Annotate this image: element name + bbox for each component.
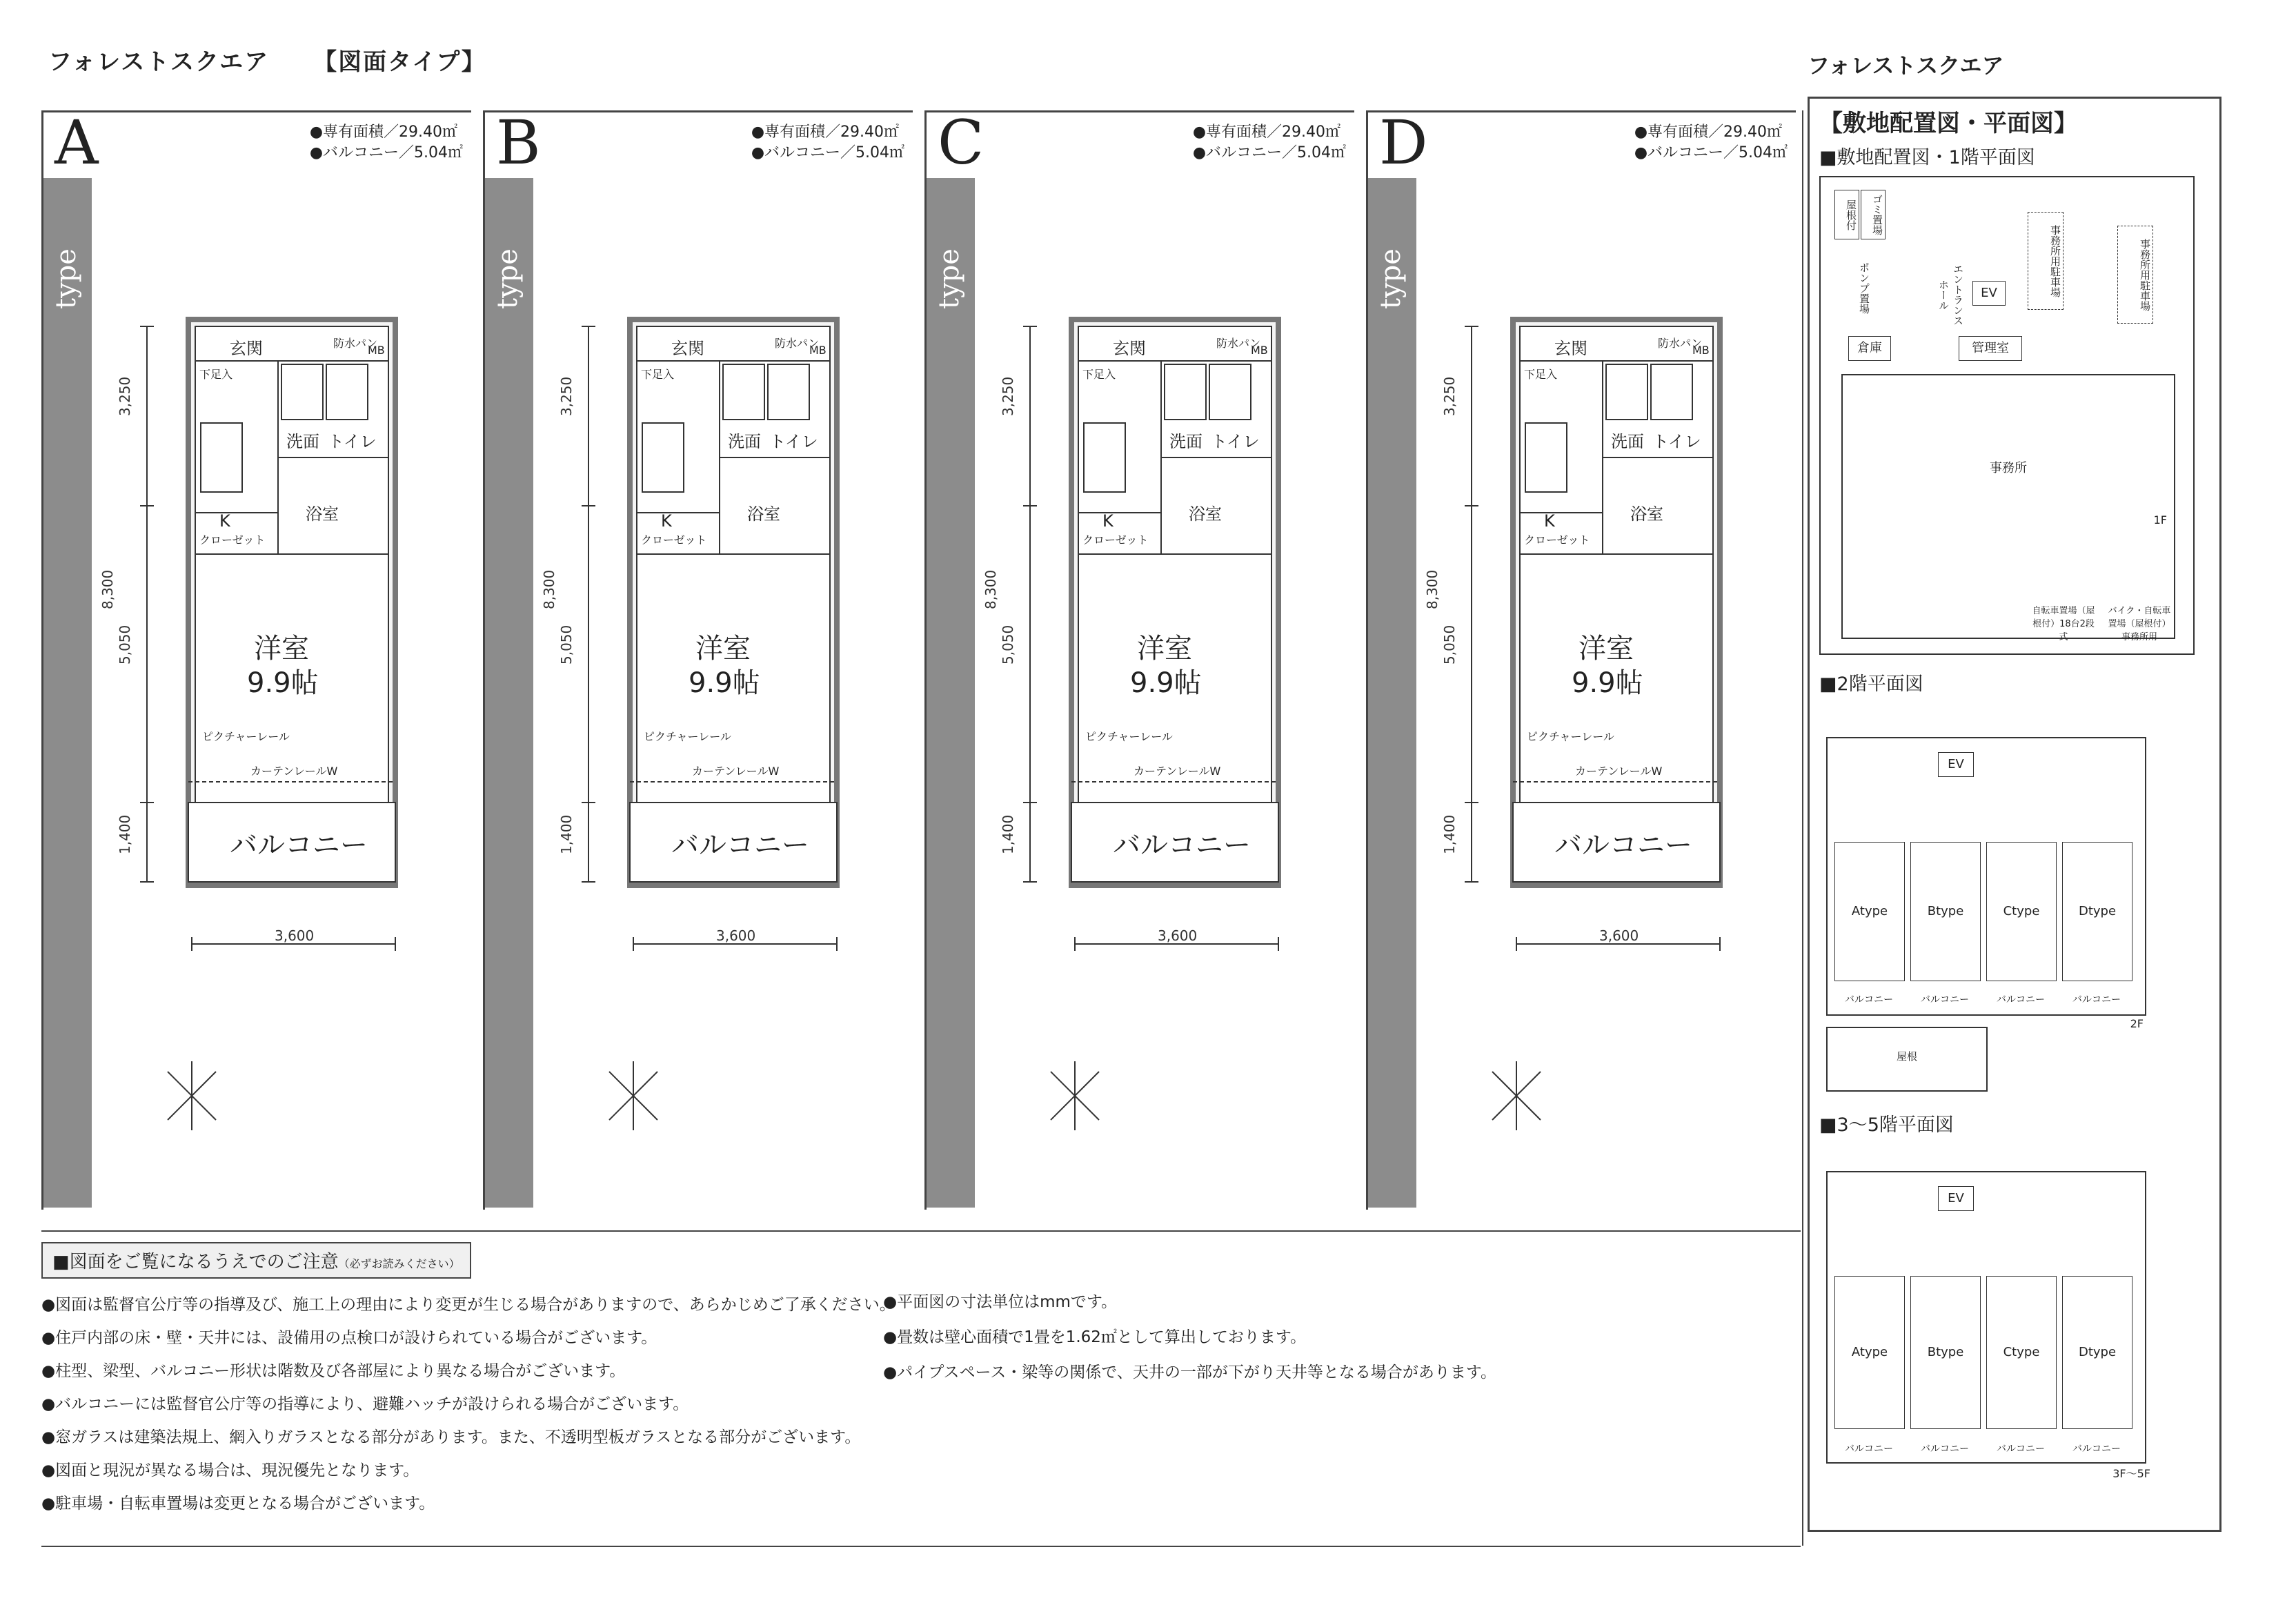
curtain-rail-label: カーテンレールW bbox=[250, 765, 338, 778]
dim-label: 3,250 bbox=[1441, 376, 1458, 416]
dim-label: 1,400 bbox=[558, 814, 575, 854]
dim-label: 5,050 bbox=[558, 624, 575, 665]
room-geta: 下足入 bbox=[199, 368, 233, 381]
room-genkan: 玄関 bbox=[1113, 339, 1146, 358]
room-mb: MB bbox=[809, 344, 827, 357]
type-label: type bbox=[933, 248, 965, 309]
balcony-label: バルコニー bbox=[2072, 1444, 2121, 1455]
unit-d: Dtype bbox=[2062, 1276, 2132, 1429]
f35-plan bbox=[1819, 1143, 2192, 1502]
room-senmen: 洗面 bbox=[286, 432, 319, 451]
room-tatami: 9.9帖 bbox=[247, 667, 319, 699]
room-senmen: 洗面 bbox=[728, 432, 761, 451]
room-toilet: トイレ bbox=[1211, 432, 1260, 451]
floor-plan-drawing bbox=[485, 107, 913, 1210]
site-title: フォレストスクエア bbox=[1808, 52, 2004, 79]
type-letter: C bbox=[938, 107, 984, 178]
balcony-label: バルコニー bbox=[1921, 1444, 1969, 1455]
unit-panel-a bbox=[41, 107, 471, 1210]
room-geta: 下足入 bbox=[1082, 368, 1116, 381]
divider bbox=[41, 1230, 1801, 1232]
dim-label: 5,050 bbox=[1000, 624, 1016, 665]
picture-rail-label: ピクチャーレール bbox=[202, 730, 290, 743]
site-plan-column bbox=[1808, 48, 2249, 1532]
f35-building bbox=[1826, 1171, 2146, 1464]
type-label: type bbox=[492, 248, 524, 309]
list-item: ●柱型、梁型、バルコニー形状は階数及び各部屋により異なる場合がございます。 bbox=[41, 1362, 626, 1380]
floor-plan-drawing bbox=[1368, 107, 1796, 1210]
balcony-label: バルコニー bbox=[1845, 994, 1893, 1005]
balcony-label: バルコニー bbox=[2072, 994, 2121, 1005]
f1-label: ■敷地配置図・1階平面図 bbox=[1819, 147, 2035, 168]
room-mb: MB bbox=[1692, 344, 1710, 357]
dim-label: 1,400 bbox=[1000, 814, 1016, 854]
bike-parking-label: バイク・自転車置場（屋根付）事務所用 bbox=[2108, 606, 2171, 642]
unit-a: Atype bbox=[1834, 1276, 1905, 1429]
room-closet: クローゼット bbox=[199, 533, 266, 547]
room-toilet: トイレ bbox=[328, 432, 377, 451]
room-toilet: トイレ bbox=[1652, 432, 1701, 451]
room-western: 洋室 bbox=[254, 633, 309, 665]
room-bousui: 防水パン bbox=[1216, 337, 1261, 350]
f1-plan bbox=[1819, 176, 2195, 655]
room-western: 洋室 bbox=[1578, 633, 1634, 665]
room-balcony: バルコニー bbox=[1113, 829, 1251, 861]
site-heading: 【敷地配置図・平面図】 bbox=[1819, 110, 2077, 137]
floor-label: 1F bbox=[2153, 513, 2167, 526]
type-letter: D bbox=[1379, 107, 1428, 178]
room-closet: クローゼット bbox=[1082, 533, 1149, 547]
room-bousui: 防水パン bbox=[775, 337, 820, 350]
dim-label: 3,250 bbox=[558, 376, 575, 416]
floor-area: ●専有面積／29.40㎡ bbox=[309, 124, 457, 141]
unit-c: Ctype bbox=[1986, 842, 2057, 981]
dim-label: 8,300 bbox=[1424, 569, 1441, 609]
room-western: 洋室 bbox=[1137, 633, 1192, 665]
roof-label: 屋根 bbox=[1896, 1050, 1917, 1063]
f2-label: ■2階平面図 bbox=[1819, 673, 1923, 695]
parking-label: 事務所用駐車場 bbox=[2028, 212, 2064, 310]
curtain-rail-label: カーテンレールW bbox=[1134, 765, 1221, 778]
list-item: ●駐車場・自転車置場は変更となる場合がございます。 bbox=[41, 1495, 435, 1513]
dim-label: 8,300 bbox=[541, 569, 557, 609]
floor-label: 3F〜5F bbox=[2112, 1467, 2150, 1480]
roof-label: 屋根付 bbox=[1834, 190, 1859, 239]
room-western: 洋室 bbox=[695, 633, 751, 665]
room-balcony: バルコニー bbox=[230, 829, 368, 861]
pump-label: ポンプ置場 bbox=[1858, 262, 1870, 314]
list-item: ●住戸内部の床・壁・天井には、設備用の点検口が設けられている場合がございます。 bbox=[41, 1329, 657, 1347]
site-frame bbox=[1808, 97, 2221, 1532]
dim-label: 5,050 bbox=[117, 624, 133, 665]
room-mb: MB bbox=[1251, 344, 1268, 357]
room-geta: 下足入 bbox=[1524, 368, 1558, 381]
room-mb: MB bbox=[368, 344, 385, 357]
room-kitchen: K bbox=[661, 511, 672, 531]
picture-rail-label: ピクチャーレール bbox=[1527, 730, 1614, 743]
room-senmen: 洗面 bbox=[1611, 432, 1644, 451]
page-title: フォレストスクエア 【図面タイプ】 bbox=[48, 48, 486, 76]
list-item: ●平面図の寸法単位はmmです。 bbox=[883, 1293, 1118, 1311]
unit-panel-b bbox=[483, 107, 913, 1210]
manager-room-label: 管理室 bbox=[1959, 336, 2022, 361]
room-bath: 浴室 bbox=[306, 504, 339, 524]
room-bath: 浴室 bbox=[1630, 504, 1663, 524]
balcony-label: バルコニー bbox=[1997, 994, 2045, 1005]
unit-d: Dtype bbox=[2062, 842, 2132, 981]
room-genkan: 玄関 bbox=[671, 339, 704, 358]
parking-label: 事務所用駐車場 bbox=[2117, 226, 2153, 324]
room-balcony: バルコニー bbox=[671, 829, 809, 861]
type-letter: A bbox=[55, 107, 99, 178]
dim-label: 3,250 bbox=[117, 376, 133, 416]
unit-b: Btype bbox=[1910, 1276, 1981, 1429]
room-tatami: 9.9帖 bbox=[689, 667, 760, 699]
dim-label: 8,300 bbox=[982, 569, 999, 609]
f2-plan bbox=[1819, 702, 2192, 1089]
entrance-label: エントランスホール bbox=[1937, 264, 1964, 326]
room-bath: 浴室 bbox=[1189, 504, 1222, 524]
type-letter: B bbox=[496, 107, 541, 178]
bike-parking-label: 自転車置場（屋根付）18台2段式 bbox=[2032, 606, 2095, 642]
list-item: ●バルコニーには監督官公庁等の指導により、避難ハッチが設けられる場合がございます。 bbox=[41, 1395, 689, 1413]
room-kitchen: K bbox=[1102, 511, 1114, 531]
room-genkan: 玄関 bbox=[1554, 339, 1587, 358]
curtain-rail-label: カーテンレールW bbox=[692, 765, 780, 778]
divider bbox=[41, 1546, 1801, 1547]
room-tatami: 9.9帖 bbox=[1572, 667, 1643, 699]
room-senmen: 洗面 bbox=[1169, 432, 1203, 451]
dim-label: 1,400 bbox=[117, 814, 133, 854]
dim-label: 3,600 bbox=[716, 927, 756, 944]
room-closet: クローゼット bbox=[641, 533, 707, 547]
garbage-label: ゴミ置場 bbox=[1861, 190, 1886, 239]
notes-right-list bbox=[883, 1285, 1496, 1390]
unit-c: Ctype bbox=[1986, 1276, 2057, 1429]
room-geta: 下足入 bbox=[641, 368, 675, 381]
room-toilet: トイレ bbox=[769, 432, 818, 451]
room-kitchen: K bbox=[219, 511, 230, 531]
floor-area: ●専有面積／29.40㎡ bbox=[1192, 124, 1340, 141]
balcony-label: バルコニー bbox=[1997, 1444, 2045, 1455]
curtain-rail-label: カーテンレールW bbox=[1575, 765, 1663, 778]
room-bousui: 防水パン bbox=[333, 337, 378, 350]
room-balcony: バルコニー bbox=[1554, 829, 1692, 861]
balcony-area: ●バルコニー／5.04㎡ bbox=[1192, 144, 1346, 161]
dim-label: 3,600 bbox=[1158, 927, 1198, 944]
ev-label: EV bbox=[1938, 1186, 1974, 1211]
roof-area bbox=[1826, 1027, 1988, 1092]
dim-label: 3,600 bbox=[275, 927, 315, 944]
balcony-area: ●バルコニー／5.04㎡ bbox=[1634, 144, 1788, 161]
picture-rail-label: ピクチャーレール bbox=[1085, 730, 1173, 743]
room-kitchen: K bbox=[1544, 511, 1555, 531]
room-bath: 浴室 bbox=[747, 504, 780, 524]
unit-b: Btype bbox=[1910, 842, 1981, 981]
f35-label: ■3〜5階平面図 bbox=[1819, 1114, 1954, 1136]
floor-area: ●専有面積／29.40㎡ bbox=[1634, 124, 1782, 141]
type-label: type bbox=[50, 248, 82, 309]
floor-plan-drawing bbox=[43, 107, 471, 1210]
office-label: 事務所 bbox=[1990, 461, 2027, 475]
type-label: type bbox=[1375, 248, 1407, 309]
balcony-label: バルコニー bbox=[1845, 1444, 1893, 1455]
dim-label: 3,600 bbox=[1599, 927, 1639, 944]
room-closet: クローゼット bbox=[1524, 533, 1590, 547]
picture-rail-label: ピクチャーレール bbox=[644, 730, 731, 743]
dim-label: 8,300 bbox=[99, 569, 116, 609]
list-item: ●窓ガラスは建築法規上、網入りガラスとなる部分があります。また、不透明型板ガラスとなる部分がございます。 bbox=[41, 1428, 861, 1446]
room-tatami: 9.9帖 bbox=[1130, 667, 1202, 699]
divider bbox=[1802, 110, 1803, 1546]
ev-label: EV bbox=[1972, 281, 2006, 306]
f2-building bbox=[1826, 737, 2146, 1016]
office-area bbox=[1841, 374, 2175, 642]
list-item: ●図面と現況が異なる場合は、現況優先となります。 bbox=[41, 1462, 419, 1479]
room-genkan: 玄関 bbox=[230, 339, 263, 358]
balcony-area: ●バルコニー／5.04㎡ bbox=[751, 144, 904, 161]
ev-label: EV bbox=[1938, 752, 1974, 777]
list-item: ●図面は監督官公庁等の指導及び、施工上の理由により変更が生じる場合がありますので、あらかじめご了承ください。 bbox=[41, 1296, 895, 1314]
unit-a: Atype bbox=[1834, 842, 1905, 981]
floor-label: 2F bbox=[2130, 1017, 2144, 1030]
floor-area: ●専有面積／29.40㎡ bbox=[751, 124, 899, 141]
notes-title: ■図面をご覧になるうえでのご注意（必ずお読みください） bbox=[41, 1242, 471, 1279]
room-bousui: 防水パン bbox=[1658, 337, 1703, 350]
balcony-area: ●バルコニー／5.04㎡ bbox=[309, 144, 463, 161]
balcony-label: バルコニー bbox=[1921, 994, 1969, 1005]
dim-label: 5,050 bbox=[1441, 624, 1458, 665]
dim-label: 1,400 bbox=[1441, 814, 1458, 854]
dim-label: 3,250 bbox=[1000, 376, 1016, 416]
storage-label: 倉庫 bbox=[1848, 336, 1891, 361]
floor-plan-drawing bbox=[927, 107, 1354, 1210]
list-item: ●畳数は壁心面積で1畳を1.62㎡として算出しております。 bbox=[883, 1328, 1307, 1346]
list-item: ●パイプスペース・梁等の関係で、天井の一部が下がり天井等となる場合があります。 bbox=[883, 1364, 1497, 1381]
unit-panel-c bbox=[924, 107, 1354, 1210]
unit-panel-d bbox=[1366, 107, 1796, 1210]
